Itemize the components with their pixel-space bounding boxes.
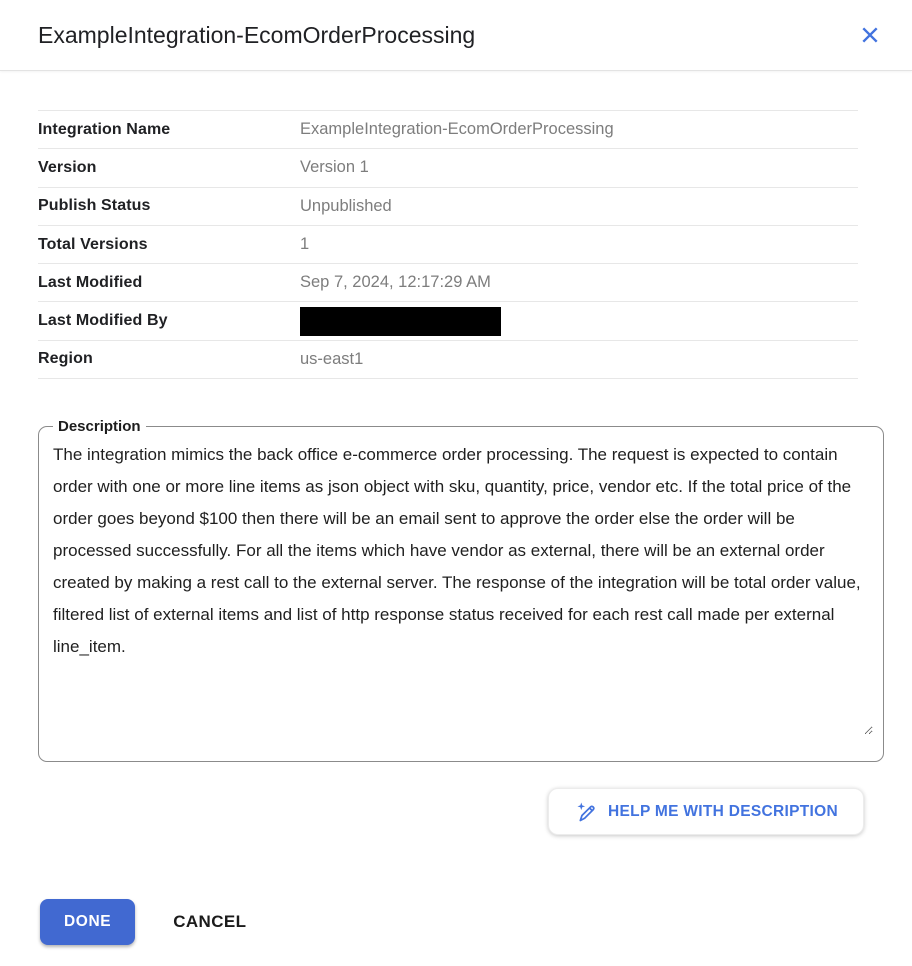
table-row bbox=[38, 226, 858, 264]
done-button[interactable]: DONE bbox=[40, 899, 135, 945]
info-row-value: Sep 7, 2024, 12:17:29 AM bbox=[300, 273, 491, 292]
description-textarea[interactable] bbox=[53, 439, 873, 735]
pen-spark-icon bbox=[574, 800, 597, 823]
help-button-label: HELP ME WITH DESCRIPTION bbox=[608, 802, 838, 820]
table-row bbox=[38, 264, 858, 302]
cancel-button[interactable]: CANCEL bbox=[173, 912, 247, 932]
info-row-label: Publish Status bbox=[38, 197, 151, 215]
info-row-label: Total Versions bbox=[38, 235, 148, 253]
close-button[interactable] bbox=[850, 15, 890, 55]
info-row-value: Unpublished bbox=[300, 196, 392, 215]
info-row-value bbox=[300, 307, 858, 336]
info-row-label: Region bbox=[38, 350, 93, 368]
info-row-value: us-east1 bbox=[300, 349, 364, 368]
info-row-label: Last Modified bbox=[38, 273, 143, 291]
info-row-label: Last Modified By bbox=[38, 312, 168, 330]
dialog-header bbox=[0, 0, 912, 71]
table-row bbox=[38, 341, 858, 379]
redacted-value-box bbox=[300, 307, 501, 336]
info-row-value: Version 1 bbox=[300, 158, 369, 177]
help-button-row bbox=[0, 788, 864, 835]
info-row-label: Version bbox=[38, 158, 97, 176]
table-row bbox=[38, 188, 858, 226]
table-row bbox=[38, 149, 858, 187]
description-field-label: Description bbox=[58, 418, 141, 436]
table-row bbox=[38, 111, 858, 149]
dialog-actions bbox=[40, 899, 912, 945]
info-row-value: 1 bbox=[300, 235, 310, 254]
close-icon bbox=[858, 23, 882, 47]
help-me-with-description-button[interactable] bbox=[548, 788, 864, 835]
description-field bbox=[38, 418, 884, 762]
table-row bbox=[38, 302, 858, 340]
info-row-value: ExampleIntegration-EcomOrderProcessing bbox=[300, 120, 614, 139]
info-row-label: Integration Name bbox=[38, 120, 171, 138]
dialog-title: ExampleIntegration-EcomOrderProcessing bbox=[38, 21, 476, 48]
integration-info-table bbox=[38, 110, 858, 379]
